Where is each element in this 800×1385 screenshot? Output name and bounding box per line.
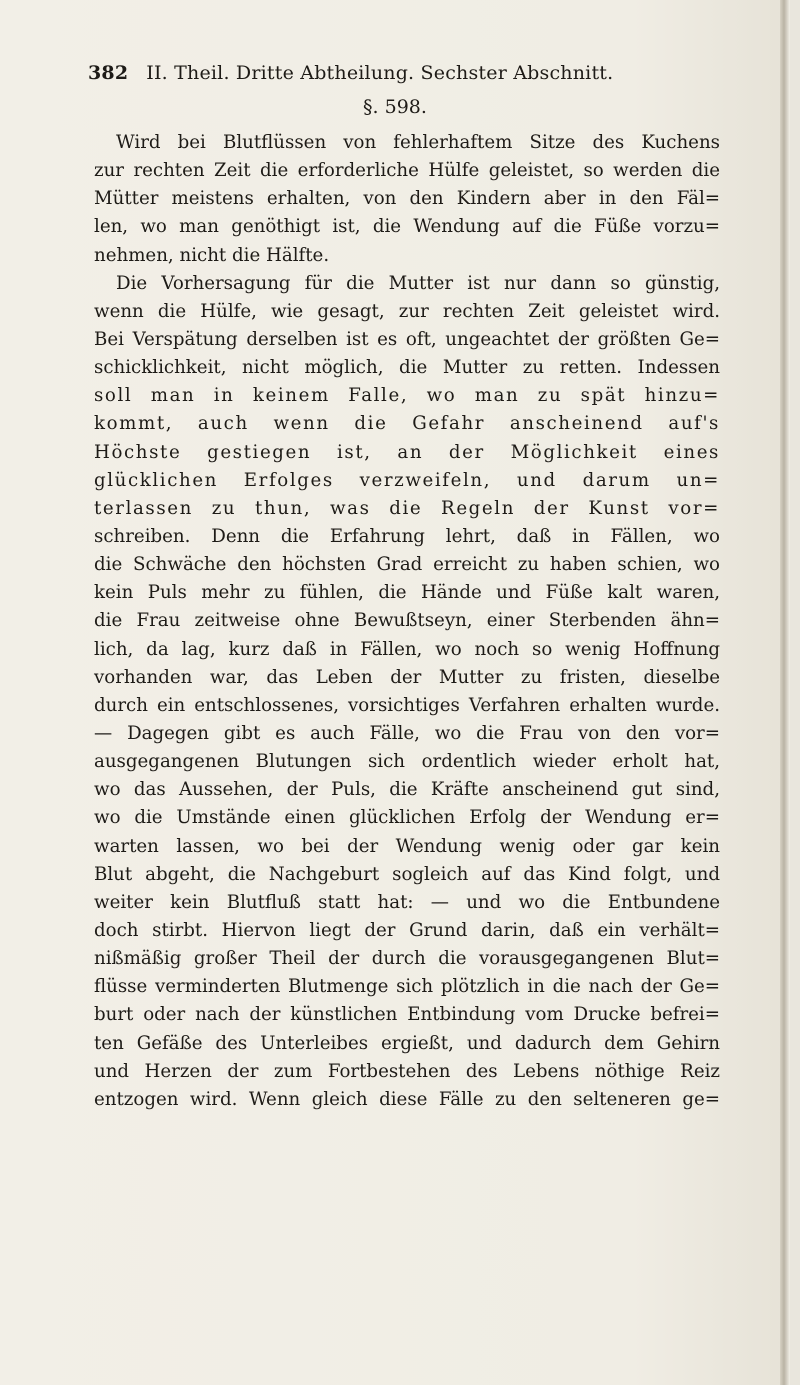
text-line: len, wo man genöthigt ist, die Wendung auf die Füße vorzu= [94,216,720,238]
text-line: schicklichkeit, nicht möglich, die Mutter zu retten. Indessen [94,357,720,379]
text-line: terlassen zu thun, was die Regeln der Kunst vor= [94,497,720,519]
text-line: ausgegangenen Blutungen sich ordentlich wieder erholt hat, [94,751,720,773]
text-line: Mütter meistens erhalten, von den Kindern aber in den Fäl= [94,188,720,210]
text-line: wo die Umstände einen glücklichen Erfolg der Wendung er= [94,807,720,829]
text-line: kommt, auch wenn die Gefahr anscheinend auf's [94,413,720,435]
page-edge [780,0,790,1385]
text-line: weiter kein Blutfluß statt hat: — und wo die Entbundene [94,891,720,913]
page-header [88,62,728,84]
text-line: soll man in keinem Falle, wo man zu spät hinzu= [94,385,720,407]
text-line: nißmäßig großer Theil der durch die vorausgegangenen Blut= [94,948,720,970]
text-line: wo das Aussehen, der Puls, die Kräfte anscheinend gut sind, [94,779,720,801]
text-line: die Frau zeitweise ohne Bewußtseyn, einer Sterbenden ähn= [94,610,720,632]
text-line: burt oder nach der künstlichen Entbindung vom Drucke befrei= [94,1004,720,1026]
text-line: Höchste gestiegen ist, an der Möglichkeit eines [94,441,720,463]
text-line: glücklichen Erfolges verzweifeln, und darum un= [94,469,720,491]
text-line: kein Puls mehr zu fühlen, die Hände und Füße kalt waren, [94,582,720,604]
text-line: schreiben. Denn die Erfahrung lehrt, daß in Fällen, wo [94,525,720,547]
text-line: Die Vorhersagung für die Mutter ist nur dann so günstig, [116,272,720,294]
text-line: ten Gefäße des Unterleibes ergießt, und dadurch dem Gehirn [94,1032,720,1054]
text-line: zur rechten Zeit die erforderliche Hülfe geleistet, so werden die [94,160,720,182]
body-text [94,129,720,1114]
text-line: nehmen, nicht die Hälfte. [94,244,330,266]
text-line: flüsse verminderten Blutmenge sich plötzlich in die nach der Ge= [94,976,720,998]
text-line: und Herzen der zum Fortbestehen des Lebens nöthige Reiz [94,1060,720,1082]
text-line: die Schwäche den höchsten Grad erreicht zu haben schien, wo [94,554,720,576]
text-line: wenn die Hülfe, wie gesagt, zur rechten Zeit geleistet wird. [94,300,720,322]
text-line: Blut abgeht, die Nachgeburt sogleich auf das Kind folgt, und [94,863,720,885]
text-line: entzogen wird. Wenn gleich diese Fälle zu den selteneren ge= [94,1088,720,1110]
text-line: vorhanden war, das Leben der Mutter zu fristen, dieselbe [94,666,720,688]
section-heading: §. 598. [363,96,427,118]
text-line: durch ein entschlossenes, vorsichtiges Verfahren erhalten wurde. [94,694,720,716]
text-line: lich, da lag, kurz daß in Fällen, wo noch so wenig Hoffnung [94,638,720,660]
text-line: warten lassen, wo bei der Wendung wenig oder gar kein [94,835,720,857]
text-line: Bei Verspätung derselben ist es oft, ungeachtet der größten Ge= [94,328,720,350]
running-title: II. Theil. Dritte Abtheilung. Sechster Abschnitt. [146,62,614,84]
page-number: 382 [88,62,129,84]
text-line: Wird bei Blutflüssen von fehlerhaftem Sitze des Kuchens [116,132,720,153]
text-line: — Dagegen gibt es auch Fälle, wo die Frau von den vor= [94,722,720,744]
text-line: doch stirbt. Hiervon liegt der Grund darin, daß ein verhält= [94,919,720,941]
